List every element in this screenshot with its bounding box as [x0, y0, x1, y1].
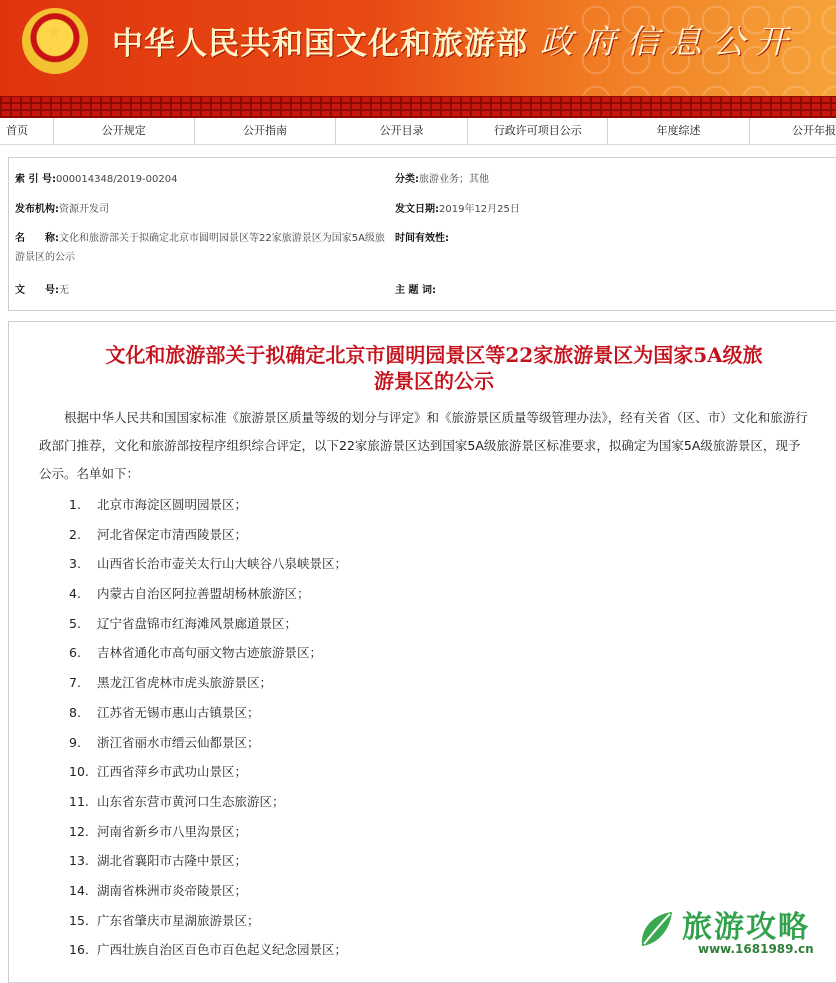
nav-public-catalog[interactable]: 公开目录	[336, 118, 468, 144]
list-item: 7. 黑龙江省虎林市虎头旅游景区；	[69, 675, 273, 691]
nav-admin-license[interactable]: 行政许可项目公示	[468, 118, 608, 144]
list-item: 16. 广西壮族自治区百色市百色起义纪念园景区；	[69, 942, 348, 958]
watermark	[630, 900, 836, 967]
nav-public-guide[interactable]: 公开指南	[195, 118, 336, 144]
list-item: 3. 山西省长治市壶关太行山大峡谷八泉峡景区；	[69, 556, 348, 572]
document-title: 文化和旅游部关于拟确定北京市圆明园景区等22家旅游景区为国家5A级旅游景区的公示	[105, 343, 763, 393]
list-item: 2. 河北省保定市清西陵景区；	[69, 526, 248, 542]
leaf-logo-icon	[636, 908, 676, 952]
index-number: 索 引 号:000014348/2019-00204	[15, 174, 178, 185]
national-emblem-icon: ★	[22, 8, 88, 74]
list-item: 1. 北京市海淀区圆明园景区；	[69, 497, 248, 512]
list-item: 8. 江苏省无锡市惠山古镇景区；	[69, 704, 260, 720]
list-item: 9. 浙江省丽水市缙云仙都景区；	[69, 734, 260, 750]
list-item: 11. 山东省东营市黄河口生态旅游区；	[69, 793, 285, 809]
issue-date: 发文日期:2019年12月25日	[395, 204, 520, 215]
subject-terms: 主 题 词:	[395, 285, 436, 296]
document-content	[8, 321, 836, 983]
list-item: 10. 江西省萍乡市武功山景区；	[69, 764, 248, 780]
document-number: 文 号:无	[15, 285, 69, 296]
document-metadata	[8, 157, 836, 311]
watermark-url: www.1681989.cn	[698, 942, 814, 956]
site-subtitle: 政府信息公开	[540, 22, 798, 61]
nav-home[interactable]: 首页	[0, 118, 54, 144]
nav-public-rules[interactable]: 公开规定	[54, 118, 195, 144]
list-item: 15. 广东省肇庆市星湖旅游景区；	[69, 912, 260, 928]
category: 分类:旅游业务；其他	[395, 174, 489, 185]
issuer: 发布机构:资源开发司	[15, 204, 109, 215]
watermark-title: 旅游攻略	[682, 910, 810, 945]
list-item: 5. 辽宁省盘锦市红海滩风景廊道景区；	[69, 615, 298, 631]
site-title[interactable]: 中华人民共和国文化和旅游部	[112, 26, 528, 62]
list-item: 13. 湖北省襄阳市古隆中景区；	[69, 853, 248, 869]
validity: 时间有效性:	[395, 233, 449, 244]
list-item: 14. 湖南省株洲市炎帝陵景区；	[69, 882, 248, 898]
main-nav	[0, 118, 836, 145]
decorative-fret-band	[0, 96, 836, 118]
list-item: 4. 内蒙古自治区阿拉善盟胡杨林旅游区；	[69, 586, 310, 602]
header-banner	[0, 0, 836, 96]
scenic-area-list	[69, 490, 669, 965]
list-item: 6. 吉林省通化市高句丽文物古迹旅游景区；	[69, 645, 323, 661]
list-item: 12. 河南省新乡市八里沟景区；	[69, 823, 248, 839]
document-name: 名 称:文化和旅游部关于拟确定北京市圆明园景区等22家旅游景区为国家5A级旅游景区的公示	[15, 233, 385, 263]
nav-annual-report[interactable]: 公开年报	[792, 124, 836, 137]
document-intro: 根据中华人民共和国国家标准《旅游景区质量等级的划分与评定》和《旅游景区质量等级管理办法》，经有关省（区、市）文化和旅游行政部门推荐，文化和旅游部按程序组织综合评定，以下22家旅游景区达到国家5A级旅游景区标准要求，拟确定为国家5A级旅游景区，现予公示。名单如下：	[39, 410, 808, 481]
nav-annual-summary[interactable]: 年度综述	[608, 118, 749, 144]
